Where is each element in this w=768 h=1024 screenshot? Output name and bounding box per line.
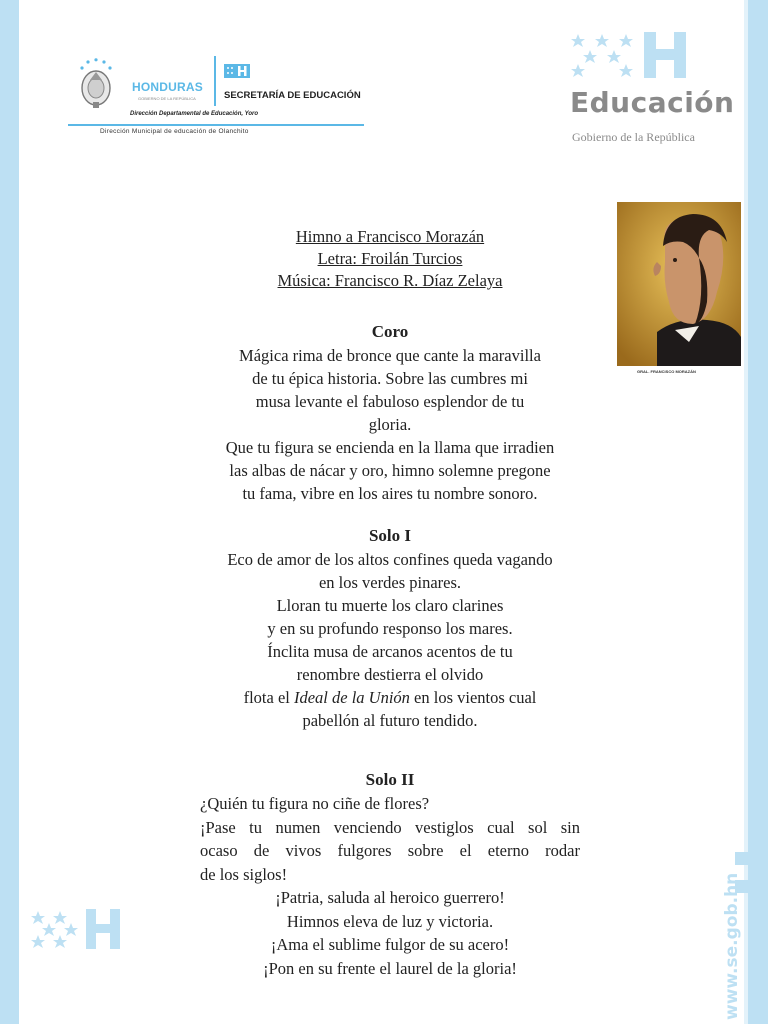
verse-line: de tu épica historia. Sobre las cumbres mi (252, 369, 528, 388)
honduras-wordmark: HONDURAS (132, 80, 203, 94)
se-logo-icon (224, 64, 250, 78)
header-underline (68, 124, 364, 126)
verse-line: pabellón al futuro tendido. (302, 711, 478, 730)
verse-line: Que tu figura se encienda en la llama que irradien (225, 438, 555, 457)
verse-line: gloria. (368, 415, 412, 434)
solo1-section (170, 524, 610, 732)
hymn-title: Himno a Francisco Morazán (295, 227, 485, 246)
coro-section (170, 320, 610, 505)
lyrics-author: Letra: Froilán Turcios (317, 249, 463, 268)
portrait-caption: GRAL. FRANCISCO MORAZÁN (637, 369, 696, 374)
coro-heading: Coro (371, 322, 409, 341)
decor-square (735, 852, 748, 865)
honduras-subtitle: GOBIERNO DE LA REPÚBLICA (138, 96, 196, 101)
verse-line: Ínclita musa de arcanos acentos de tu (267, 642, 513, 661)
right-decorative-bar (748, 0, 768, 1024)
secretaria-label: SECRETARÍA DE EDUCACIÓN (224, 90, 361, 101)
right-decorative-bar-light (744, 0, 748, 1024)
verse-line: Lloran tu muerte los claro clarines (276, 596, 504, 615)
ideal-union-italic: Ideal de la Unión (293, 688, 410, 707)
verse-line: en los verdes pinares. (318, 573, 462, 592)
coat-of-arms-icon (76, 58, 116, 110)
verse-line: ¡Ama el sublime fulgor de su acero! (270, 935, 510, 954)
verse-line: y en su profundo responso los mares. (267, 619, 513, 638)
website-url: www.se.gob.hn (722, 872, 742, 1020)
verse-line: Himnos eleva de luz y victoria. (286, 911, 494, 931)
direccion-departamental: Dirección Departamental de Educación, Yoro (130, 111, 259, 117)
verse-line: Eco de amor de los altos confines queda vagando (227, 550, 553, 569)
verse-line: renombre destierra el olvido (296, 665, 484, 684)
left-decorative-bar (0, 0, 19, 1024)
verse-line: ocaso de vivos fulgores sobre el eterno rodar (200, 841, 580, 860)
gobierno-subtitle: Gobierno de la República (572, 130, 695, 144)
verse-line (170, 686, 610, 709)
verse-line: tu fama, vibre en los aires tu nombre sonoro. (242, 484, 538, 503)
verse-fragment: en los vientos cual (409, 688, 537, 707)
h-logo-icon (30, 905, 130, 955)
music-author: Música: Francisco R. Díaz Zelaya (277, 271, 503, 290)
verse-line: ¡Pase tu numen venciendo vestiglos cual sol sin (200, 817, 580, 837)
verse-line: Mágica rima de bronce que cante la maravilla (239, 346, 541, 365)
verse-line: musa levante el fabuloso esplendor de tu (255, 392, 525, 411)
direccion-municipal: Dirección Municipal de educación de Olanchito (100, 128, 249, 135)
solo2-section (200, 768, 580, 980)
verse-line: de los siglos! (200, 864, 288, 884)
header-divider (214, 56, 216, 106)
morazan-portrait (617, 202, 741, 366)
educacion-h-logo-icon (570, 30, 690, 82)
verse-line: ¿Quién tu figura no ciñe de flores? (200, 794, 430, 813)
verse-line: ¡Pon en su frente el laurel de la gloria! (263, 958, 517, 978)
hymn-title-block (180, 226, 600, 292)
header-left-logo (68, 44, 368, 144)
verse-line: las albas de nácar y oro, himno solemne pregone (229, 461, 551, 480)
solo1-heading: Solo I (368, 526, 412, 545)
verse-fragment: flota el (243, 688, 294, 707)
solo2-heading: Solo II (365, 770, 415, 789)
header-right-logo (570, 30, 760, 150)
educacion-wordmark: Educación (570, 86, 735, 119)
verse-line: ¡Patria, saluda al heroico guerrero! (275, 888, 505, 907)
